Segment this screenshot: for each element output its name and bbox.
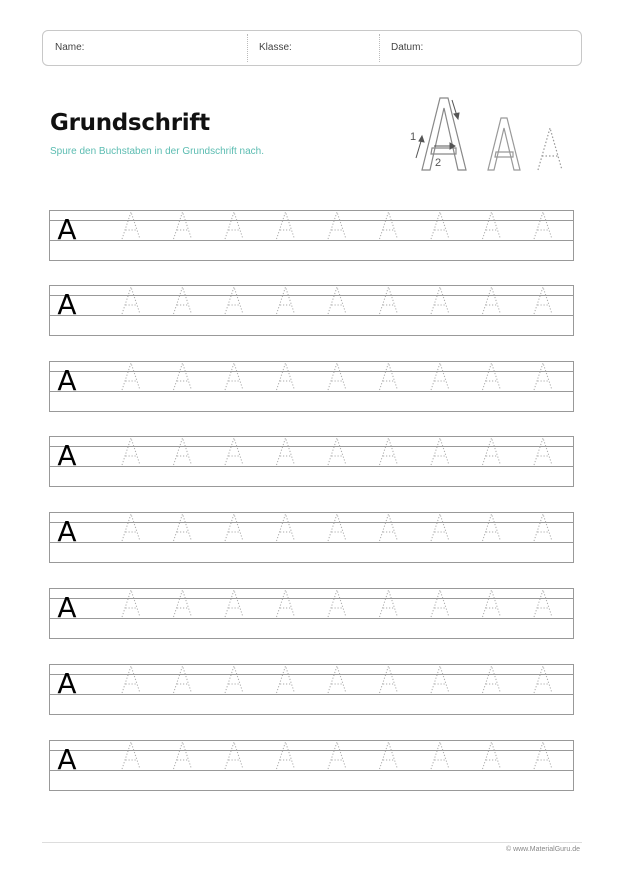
trace-letter[interactable] <box>483 742 501 769</box>
trace-letter[interactable] <box>122 287 140 314</box>
trace-letter[interactable] <box>122 514 140 541</box>
letter-row <box>49 436 574 488</box>
trace-letter[interactable] <box>483 590 501 617</box>
trace-letter[interactable] <box>277 590 295 617</box>
solid-letter: A <box>57 743 77 776</box>
outlined-letter-a-medium <box>488 118 520 170</box>
trace-letter[interactable] <box>277 742 295 769</box>
trace-letter[interactable] <box>431 742 449 769</box>
trace-letter[interactable] <box>174 438 192 465</box>
trace-letter[interactable] <box>328 438 346 465</box>
trace-letter[interactable] <box>277 363 295 390</box>
practice-row <box>49 210 574 262</box>
date-label: Datum: <box>391 42 424 53</box>
trace-letter[interactable] <box>483 363 501 390</box>
trace-letter[interactable] <box>122 212 140 239</box>
header-divider <box>247 34 248 62</box>
trace-letter[interactable] <box>534 363 552 390</box>
trace-letter[interactable] <box>328 590 346 617</box>
trace-letter[interactable] <box>225 212 243 239</box>
solid-letter: A <box>57 591 77 624</box>
practice-row <box>49 664 574 716</box>
solid-letter: A <box>57 439 77 472</box>
trace-letter[interactable] <box>380 666 398 693</box>
trace-letter[interactable] <box>380 287 398 314</box>
trace-letter[interactable] <box>277 514 295 541</box>
trace-letter[interactable] <box>483 514 501 541</box>
trace-letter[interactable] <box>122 666 140 693</box>
trace-letter[interactable] <box>483 666 501 693</box>
trace-letter[interactable] <box>431 666 449 693</box>
trace-letter[interactable] <box>483 438 501 465</box>
class-label: Klasse: <box>259 42 292 53</box>
trace-letter[interactable] <box>328 514 346 541</box>
trace-letter[interactable] <box>174 666 192 693</box>
name-label: Name: <box>55 42 85 53</box>
trace-letter[interactable] <box>534 742 552 769</box>
trace-letter[interactable] <box>328 363 346 390</box>
letter-row <box>49 740 574 792</box>
trace-letter[interactable] <box>225 742 243 769</box>
stroke-number-2: 2 <box>435 157 442 169</box>
footer-copyright: © www.MaterialGuru.de <box>505 846 580 853</box>
practice-row <box>49 512 574 564</box>
trace-letter[interactable] <box>277 438 295 465</box>
trace-letter[interactable] <box>431 212 449 239</box>
letter-row <box>49 664 574 716</box>
trace-letter[interactable] <box>225 666 243 693</box>
trace-letter[interactable] <box>122 742 140 769</box>
stroke-number-1: 1 <box>410 131 417 143</box>
footer-divider <box>42 842 582 843</box>
trace-letter[interactable] <box>174 212 192 239</box>
letter-row <box>49 512 574 564</box>
trace-letter[interactable] <box>122 438 140 465</box>
trace-letter[interactable] <box>174 742 192 769</box>
trace-letter[interactable] <box>225 514 243 541</box>
trace-letter[interactable] <box>277 287 295 314</box>
page-subtitle: Spure den Buchstaben in der Grundschrift nach. <box>50 146 265 157</box>
practice-row <box>49 740 574 792</box>
trace-letter[interactable] <box>431 514 449 541</box>
trace-letter[interactable] <box>431 363 449 390</box>
trace-letter[interactable] <box>122 590 140 617</box>
solid-letter: A <box>57 667 77 700</box>
practice-row <box>49 285 574 337</box>
trace-letter[interactable] <box>328 666 346 693</box>
solid-letter: A <box>57 515 77 548</box>
trace-letter[interactable] <box>380 742 398 769</box>
solid-letter: A <box>57 213 77 246</box>
trace-letter[interactable] <box>174 287 192 314</box>
trace-letter[interactable] <box>380 363 398 390</box>
trace-letter[interactable] <box>277 666 295 693</box>
trace-letter[interactable] <box>380 590 398 617</box>
trace-letter[interactable] <box>277 212 295 239</box>
letter-row <box>49 210 574 262</box>
trace-letter[interactable] <box>380 212 398 239</box>
header-box <box>42 30 582 66</box>
trace-letter[interactable] <box>380 514 398 541</box>
trace-letter[interactable] <box>483 287 501 314</box>
practice-row <box>49 588 574 640</box>
letter-row <box>49 361 574 413</box>
trace-letter[interactable] <box>225 287 243 314</box>
trace-letter[interactable] <box>534 514 552 541</box>
trace-letter[interactable] <box>431 438 449 465</box>
trace-letter[interactable] <box>122 363 140 390</box>
trace-letter[interactable] <box>225 438 243 465</box>
trace-letter[interactable] <box>483 212 501 239</box>
page-title: Grundschrift <box>50 110 210 136</box>
trace-letter[interactable] <box>328 742 346 769</box>
practice-row <box>49 361 574 413</box>
trace-letter[interactable] <box>328 287 346 314</box>
letter-row <box>49 285 574 337</box>
trace-letter[interactable] <box>174 514 192 541</box>
solid-letter: A <box>57 288 77 321</box>
trace-letter[interactable] <box>534 590 552 617</box>
trace-letter[interactable] <box>174 363 192 390</box>
header-divider <box>379 34 380 62</box>
trace-letter[interactable] <box>174 590 192 617</box>
trace-letter[interactable] <box>328 212 346 239</box>
dotted-letter-a <box>538 128 562 170</box>
letter-row <box>49 588 574 640</box>
trace-letter[interactable] <box>534 666 552 693</box>
trace-letter[interactable] <box>534 287 552 314</box>
trace-letter[interactable] <box>225 363 243 390</box>
trace-letter[interactable] <box>534 438 552 465</box>
outlined-letter-a <box>422 98 466 170</box>
trace-letter[interactable] <box>534 212 552 239</box>
trace-letter[interactable] <box>431 590 449 617</box>
practice-row <box>49 436 574 488</box>
letter-demo <box>400 88 590 188</box>
solid-letter: A <box>57 364 77 397</box>
trace-letter[interactable] <box>431 287 449 314</box>
trace-letter[interactable] <box>380 438 398 465</box>
trace-letter[interactable] <box>225 590 243 617</box>
